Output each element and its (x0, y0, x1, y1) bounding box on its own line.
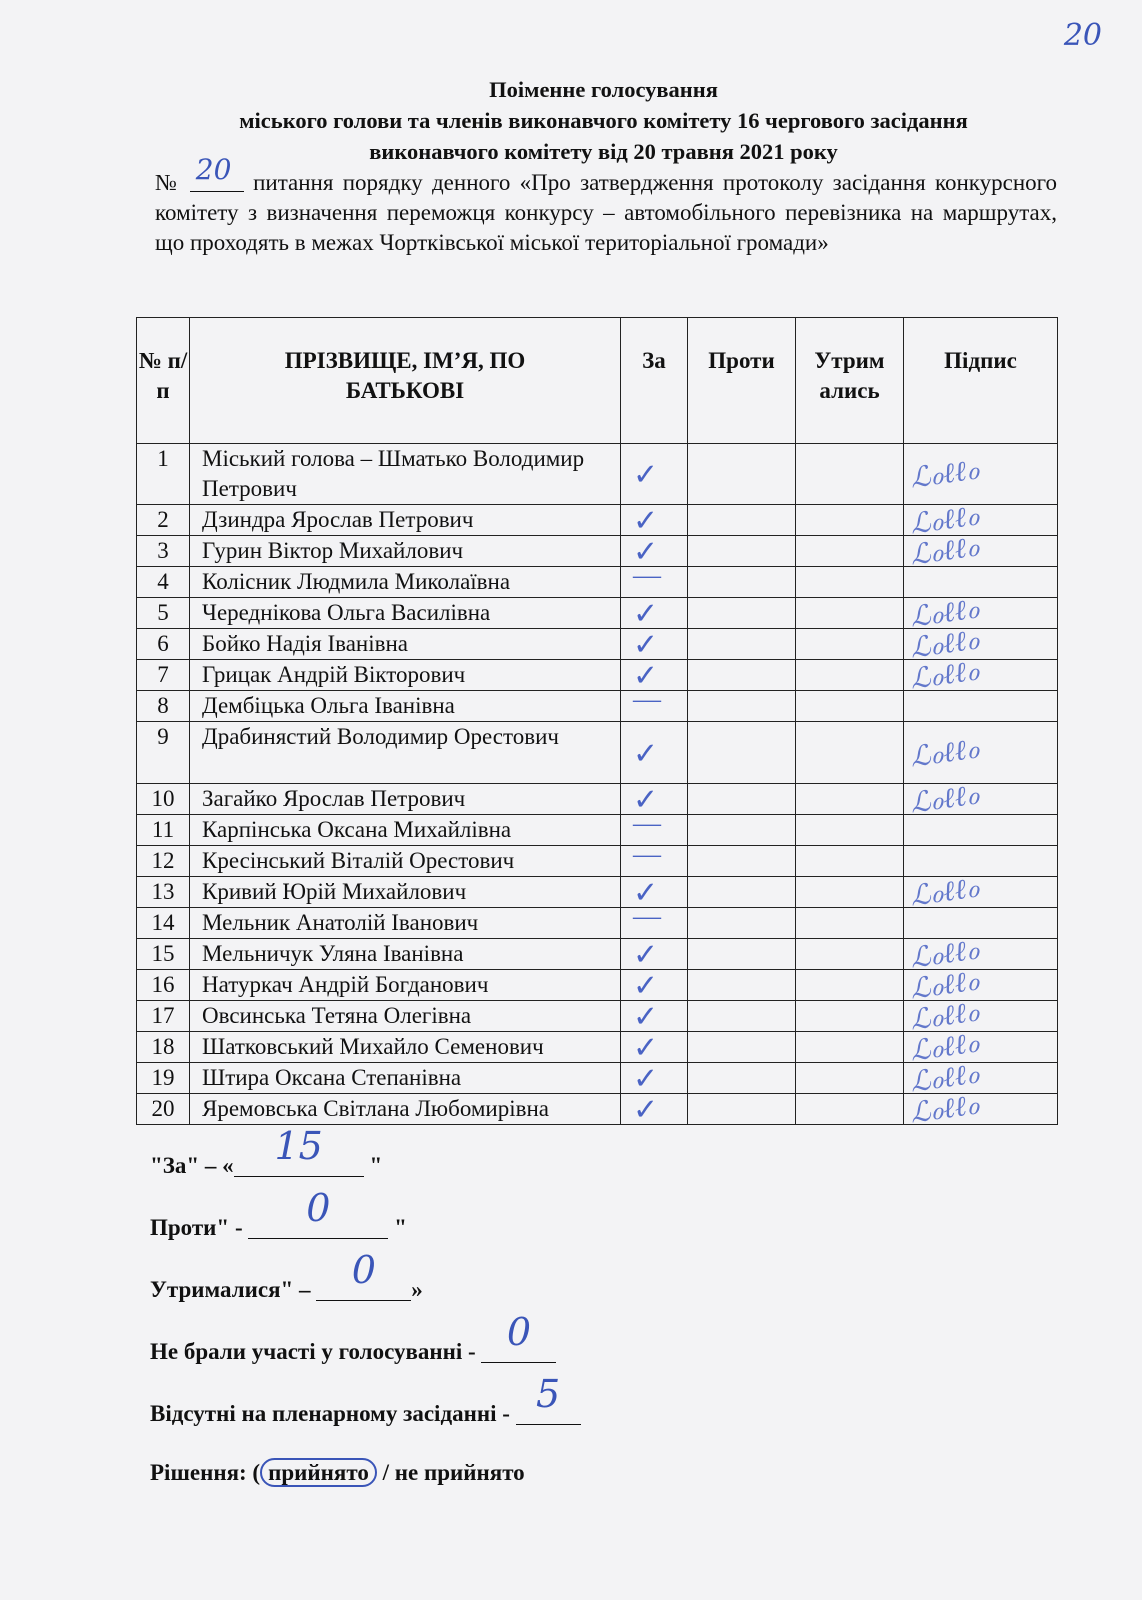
vote-abstained-cell (796, 691, 904, 722)
checkmark-icon: ✓ (633, 597, 659, 631)
member-name: Грицак Андрій Вікторович (190, 660, 621, 691)
vote-against-cell (688, 1032, 796, 1063)
signature-cell (904, 908, 1058, 939)
member-name: Кресінський Віталій Орестович (190, 846, 621, 877)
signature-scribble: ℒℴℓℓℴ (907, 1056, 982, 1099)
decision-accepted: прийнято (260, 1458, 377, 1487)
table-row (137, 877, 1058, 908)
member-name: Штира Оксана Степанівна (190, 1063, 621, 1094)
checkmark-icon: ✓ (633, 659, 659, 693)
signature-cell (904, 567, 1058, 598)
vote-abstained-cell (796, 846, 904, 877)
summary-absent-field (516, 1372, 581, 1425)
document-title (150, 74, 1057, 167)
table-row (137, 660, 1058, 691)
vote-against-cell (688, 691, 796, 722)
table-row (137, 598, 1058, 629)
signature-cell (904, 870, 1058, 913)
table-row (137, 908, 1058, 939)
summary-not-participated-label: Не брали участі у голосуванні - (150, 1339, 482, 1364)
checkmark-icon: ✓ (633, 876, 659, 910)
row-number: 8 (137, 691, 190, 722)
row-number: 2 (137, 505, 190, 536)
member-name: Карпінська Оксана Михайлівна (190, 815, 621, 846)
table-row (137, 846, 1058, 877)
vote-for-cell (621, 598, 688, 629)
summary-abstained-field (316, 1248, 411, 1301)
summary-against-field (248, 1186, 388, 1239)
table-row (137, 505, 1058, 536)
vote-against-cell (688, 908, 796, 939)
vote-against-cell (688, 536, 796, 567)
vote-against-cell (688, 505, 796, 536)
table-row (137, 970, 1058, 1001)
vote-for-cell (621, 970, 688, 1001)
table-row (137, 567, 1058, 598)
signature-scribble: ℒℴℓℓℴ (907, 653, 982, 696)
member-name: Міський голова – Шматько Володимир Петрович (190, 444, 621, 505)
signature-scribble: ℒℴℓℓℴ (907, 963, 982, 1006)
row-number: 20 (137, 1094, 190, 1125)
checkmark-icon: ✓ (633, 458, 659, 492)
checkmark-icon: ✓ (633, 1062, 659, 1096)
signature-cell (904, 444, 1058, 505)
row-number: 14 (137, 908, 190, 939)
signature-scribble: ℒℴℓℓℴ (907, 730, 982, 774)
vote-for-cell (621, 505, 688, 536)
signature-cell (904, 846, 1058, 877)
signature-cell (904, 1056, 1058, 1099)
checkmark-icon: ✓ (633, 1031, 659, 1065)
signature-scribble: ℒℴℓℓℴ (907, 622, 982, 665)
signature-scribble: ℒℴℓℓℴ (907, 932, 982, 975)
dash-icon: — (633, 808, 661, 839)
summary-against-label: Проти" - (150, 1215, 249, 1240)
agenda-item (155, 153, 1058, 258)
table-row (137, 722, 1058, 784)
header-against: Проти (688, 318, 796, 444)
vote-for-cell (621, 1063, 688, 1094)
vote-abstained-cell (796, 505, 904, 536)
header-signature: Підпис (904, 318, 1058, 444)
vote-for-cell (621, 684, 688, 722)
summary-absent-value: 5 (536, 1372, 561, 1416)
member-name: Яремовська Світлана Любомирівна (190, 1094, 621, 1125)
table-row (137, 1063, 1058, 1094)
checkmark-icon: ✓ (633, 783, 659, 817)
title-line-1: Поіменне голосування (489, 77, 718, 102)
row-number: 17 (137, 1001, 190, 1032)
vote-abstained-cell (796, 567, 904, 598)
member-name: Колісник Людмила Миколаївна (190, 567, 621, 598)
vote-for-cell (621, 444, 688, 505)
signature-cell (904, 529, 1058, 572)
title-line-2: міського голови та членів виконавчого комітету 16 чергового засідання (239, 108, 968, 133)
vote-against-cell (688, 815, 796, 846)
vote-against-cell (688, 598, 796, 629)
table-row (137, 536, 1058, 567)
signature-cell (904, 653, 1058, 696)
summary-abstained (150, 1248, 423, 1303)
vote-for-cell (621, 629, 688, 660)
table-row (137, 1001, 1058, 1032)
signature-cell (904, 994, 1058, 1037)
vote-against-cell (688, 784, 796, 815)
checkmark-icon: ✓ (633, 628, 659, 662)
vote-abstained-cell (796, 877, 904, 908)
vote-for-cell (621, 1001, 688, 1032)
signature-scribble: ℒℴℓℓℴ (907, 870, 982, 913)
signature-cell (904, 1087, 1058, 1130)
vote-against-cell (688, 1001, 796, 1032)
signature-cell (904, 498, 1058, 541)
decision-label: Рішення: (150, 1460, 253, 1485)
row-number: 1 (137, 444, 190, 505)
signature-cell (904, 815, 1058, 846)
vote-for-cell (621, 1094, 688, 1125)
vote-abstained-cell (796, 970, 904, 1001)
row-number: 15 (137, 939, 190, 970)
signature-scribble: ℒℴℓℓℴ (907, 452, 982, 495)
summary-not-participated-value: 0 (506, 1310, 532, 1354)
row-number: 18 (137, 1032, 190, 1063)
row-number: 6 (137, 629, 190, 660)
vote-against-cell (688, 1063, 796, 1094)
summary-not-participated (150, 1310, 556, 1365)
member-name: Мельник Анатолій Іванович (190, 908, 621, 939)
row-number: 16 (137, 970, 190, 1001)
signature-cell (904, 691, 1058, 722)
summary-abstained-label: Утрималися" – (150, 1277, 317, 1302)
row-number: 12 (137, 846, 190, 877)
summary-for-label-end: " (363, 1153, 383, 1178)
dash-icon: — (633, 839, 661, 870)
member-name: Кривий Юрій Михайлович (190, 877, 621, 908)
summary-against-value: 0 (306, 1186, 331, 1230)
checkmark-icon: ✓ (633, 1000, 659, 1034)
header-abstained: Утрим ались (796, 318, 904, 444)
row-number: 11 (137, 815, 190, 846)
agenda-text: питання порядку денного «Про затвердження протоколу засідання конкурсного комітету з визначення переможця конкурсу – автомобільного перевізника на маршрутах, що проходять в межах Чортківської міської територіальної громади» (155, 170, 1058, 255)
checkmark-icon: ✓ (633, 938, 659, 972)
vote-for-cell (621, 722, 688, 784)
signature-cell (904, 622, 1058, 665)
vote-against-cell (688, 877, 796, 908)
vote-for-cell (621, 1032, 688, 1063)
vote-against-cell (688, 444, 796, 505)
vote-abstained-cell (796, 784, 904, 815)
dash-icon: — (633, 901, 661, 932)
page-number: 20 (1063, 18, 1102, 53)
checkmark-icon: ✓ (633, 1093, 659, 1127)
vote-against-cell (688, 1094, 796, 1125)
agenda-number-handwritten: 20 (195, 153, 232, 186)
table-row (137, 1094, 1058, 1125)
checkmark-icon: ✓ (633, 535, 659, 569)
row-number: 7 (137, 660, 190, 691)
row-number: 3 (137, 536, 190, 567)
vote-abstained-cell (796, 598, 904, 629)
table-body (137, 444, 1058, 1130)
dash-icon: — (633, 560, 661, 591)
summary-for-value: 15 (274, 1124, 323, 1168)
table-row (137, 691, 1058, 722)
summary-absent-label: Відсутні на пленарному засіданні - (150, 1401, 516, 1426)
row-number: 4 (137, 567, 190, 598)
vote-abstained-cell (796, 629, 904, 660)
vote-abstained-cell (796, 908, 904, 939)
member-name: Бойко Надія Іванівна (190, 629, 621, 660)
table-header-row (137, 318, 1058, 444)
summary-abstained-value: 0 (351, 1248, 376, 1292)
decision-separator: / (376, 1460, 395, 1485)
signature-cell (904, 591, 1058, 634)
vote-against-cell (688, 567, 796, 598)
vote-abstained-cell (796, 1032, 904, 1063)
agenda-number-sign: № (155, 170, 181, 195)
member-name: Загайко Ярослав Петрович (190, 784, 621, 815)
agenda-number-field (190, 153, 244, 192)
vote-abstained-cell (796, 939, 904, 970)
signature-scribble: ℒℴℓℓℴ (907, 498, 982, 541)
member-name: Овсинська Тетяна Олегівна (190, 1001, 621, 1032)
summary-for-field (234, 1124, 364, 1177)
vote-abstained-cell (796, 444, 904, 505)
vote-for-cell (621, 939, 688, 970)
vote-for-cell (621, 839, 688, 877)
vote-abstained-cell (796, 1094, 904, 1125)
title-line-3: виконавчого комітету від 20 травня 2021 року (369, 139, 838, 164)
member-name: Драбинястий Володимир Орестович (190, 722, 621, 784)
summary-decision (150, 1460, 525, 1486)
checkmark-icon: ✓ (633, 969, 659, 1003)
summary-abstained-label-end: » (411, 1277, 423, 1302)
signature-scribble: ℒℴℓℓℴ (907, 1087, 982, 1130)
summary-against (150, 1186, 407, 1241)
dash-icon: — (633, 684, 661, 715)
vote-abstained-cell (796, 1063, 904, 1094)
signature-scribble: ℒℴℓℓℴ (907, 1025, 982, 1068)
header-for: За (621, 318, 688, 444)
header-num: № п/п (137, 318, 190, 444)
summary-for (150, 1124, 383, 1179)
vote-against-cell (688, 660, 796, 691)
summary-not-participated-field (481, 1310, 556, 1363)
signature-cell (904, 963, 1058, 1006)
table-row (137, 815, 1058, 846)
table-row (137, 939, 1058, 970)
vote-for-cell (621, 560, 688, 598)
header-name: ПРІЗВИЩЕ, ІМ’Я, ПО БАТЬКОВІ (190, 318, 621, 444)
signature-cell (904, 777, 1058, 820)
row-number: 13 (137, 877, 190, 908)
table-row (137, 784, 1058, 815)
vote-against-cell (688, 939, 796, 970)
checkmark-icon: ✓ (633, 504, 659, 538)
table-row (137, 444, 1058, 505)
member-name: Мельничук Уляна Іванівна (190, 939, 621, 970)
signature-scribble: ℒℴℓℓℴ (907, 529, 982, 572)
member-name: Дзиндра Ярослав Петрович (190, 505, 621, 536)
summary-against-label-end: " (388, 1215, 407, 1240)
vote-against-cell (688, 846, 796, 877)
signature-scribble: ℒℴℓℓℴ (907, 777, 982, 820)
signature-cell (904, 932, 1058, 975)
checkmark-icon: ✓ (633, 737, 659, 770)
vote-against-cell (688, 970, 796, 1001)
vote-abstained-cell (796, 722, 904, 784)
summary-for-label: "За" – « (150, 1153, 234, 1178)
signature-cell (904, 1025, 1058, 1068)
table-row (137, 629, 1058, 660)
member-name: Дембіцька Ольга Іванівна (190, 691, 621, 722)
member-name: Шатковський Михайло Семенович (190, 1032, 621, 1063)
member-name: Натуркач Андрій Богданович (190, 970, 621, 1001)
vote-against-cell (688, 629, 796, 660)
vote-abstained-cell (796, 815, 904, 846)
vote-against-cell (688, 722, 796, 784)
vote-abstained-cell (796, 536, 904, 567)
summary-absent (150, 1372, 581, 1427)
signature-scribble: ℒℴℓℓℴ (907, 994, 982, 1037)
roll-call-table (136, 317, 1058, 1130)
decision-paren: ( (252, 1460, 261, 1485)
member-name: Гурин Віктор Михайлович (190, 536, 621, 567)
row-number: 9 (137, 722, 190, 784)
row-number: 10 (137, 784, 190, 815)
signature-scribble: ℒℴℓℓℴ (907, 591, 982, 634)
row-number: 19 (137, 1063, 190, 1094)
table-row (137, 1032, 1058, 1063)
row-number: 5 (137, 598, 190, 629)
vote-for-cell (621, 901, 688, 939)
signature-cell (904, 722, 1058, 784)
vote-abstained-cell (796, 660, 904, 691)
vote-abstained-cell (796, 1001, 904, 1032)
decision-rejected: не прийнято (394, 1460, 525, 1485)
member-name: Череднікова Ольга Василівна (190, 598, 621, 629)
